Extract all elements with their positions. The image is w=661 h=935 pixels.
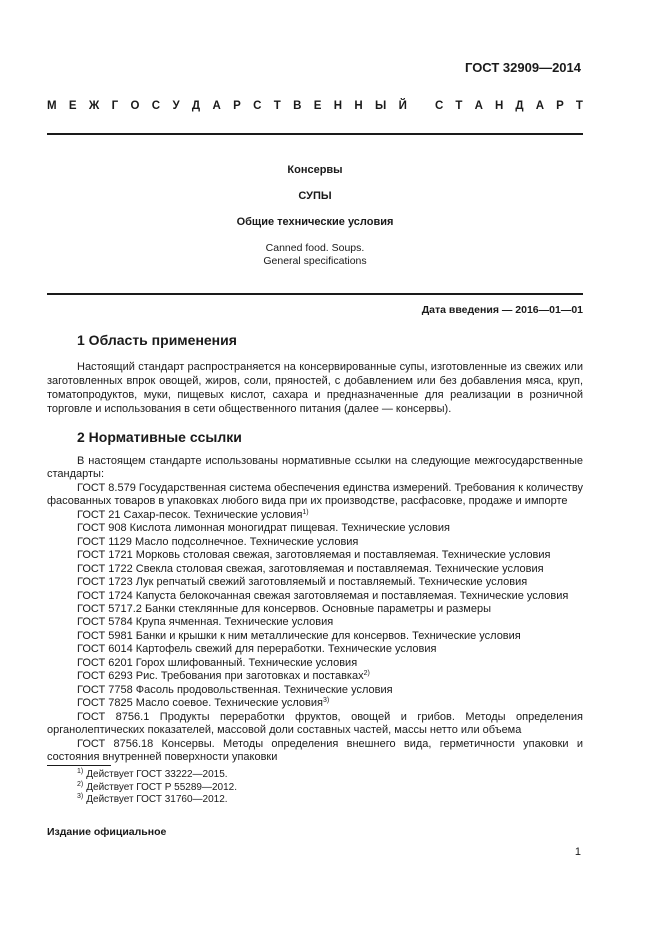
banner-letter: Е <box>68 100 77 112</box>
reference-text: ГОСТ 8.579 Государственная система обеспечения единства измерений. Требования к количеству фасованных товаров в упаковках любого вида при их производстве, расфасовке, продаже и импорте <box>47 481 583 508</box>
banner-letter: С <box>151 100 161 112</box>
reference-item <box>47 603 583 616</box>
banner-letter: Т <box>455 100 463 112</box>
banner-letter: С <box>253 100 262 112</box>
title-subtitle: Общие технические условия <box>236 216 394 228</box>
section-1-body <box>47 360 583 416</box>
reference-text: ГОСТ 1721 Морковь столовая свежая, заготовляемая и поставляемая. Технические условия <box>77 549 551 562</box>
reference-text: ГОСТ 5981 Банки и крышки к ним металлические для консервов. Технические условия <box>77 629 521 642</box>
reference-item <box>47 684 583 697</box>
banner-letter: У <box>172 100 180 112</box>
reference-text: ГОСТ 1722 Свекла столовая свежая, заготовляемая и поставляемая. Технические условия <box>77 562 544 575</box>
banner-letter: Е <box>313 100 322 112</box>
banner-letter: А <box>212 100 221 112</box>
banner-letter: Д <box>515 100 524 112</box>
banner-letter: Ж <box>88 100 100 112</box>
footnote-text: Действует ГОСТ Р 55289—2012. <box>86 781 237 793</box>
reference-item <box>47 697 583 710</box>
section-1-paragraph: Настоящий стандарт распространяется на консервированные супы, изготовленные из свежих или заготовленных впрок овощей, жиров, соли, пряностей, с добавлением или без добавления мяса, круп, томатопродуктов, муки, пищевых кислот, сахара и предназначенные для реализации в розничной торговле и использования в сети общественного питания (далее — консервы). <box>47 361 583 415</box>
reference-item <box>47 616 583 629</box>
banner-letter: А <box>474 100 483 112</box>
reference-item <box>47 657 583 670</box>
banner-letter: Г <box>111 100 119 112</box>
reference-text: ГОСТ 8756.18 Консервы. Методы определения внешнего вида, герметичности упаковки и состояния внутренней поверхности упаковки <box>47 737 583 763</box>
reference-text: ГОСТ 21 Сахар-песок. Технические условия <box>77 508 303 521</box>
reference-text: ГОСТ 6201 Горох шлифованный. Технические условия <box>77 656 358 669</box>
footnote-marker: 3) <box>322 697 330 705</box>
title-english <box>47 242 583 268</box>
reference-item <box>47 711 583 738</box>
edition-label: Издание официальное <box>47 826 167 838</box>
reference-text: ГОСТ 5784 Крупа ячменная. Технические условия <box>77 616 334 629</box>
banner-letter: Н <box>354 100 363 112</box>
footnote-marker: 2) <box>363 670 370 678</box>
title-main: СУПЫ <box>298 190 332 202</box>
reference-item <box>47 522 583 535</box>
reference-item <box>47 482 583 509</box>
top-rule <box>47 133 583 135</box>
section-1-heading: 1 Область применения <box>77 332 237 348</box>
standard-banner <box>47 100 583 112</box>
footnote-mark: 1) <box>77 768 84 775</box>
reference-item <box>47 576 583 589</box>
footnote-marker: 1) <box>302 508 309 516</box>
banner-letter: Р <box>233 100 241 112</box>
reference-text: ГОСТ 8756.1 Продукты переработки фруктов, овощей и грибов. Методы определения органолептических показателей, массовой доли составных частей, массы нетто или объема <box>47 710 583 737</box>
reference-text: ГОСТ 6293 Рис. Требования при заготовках и поставках <box>77 670 364 683</box>
title-english-line2: General specifications <box>263 255 367 267</box>
page-number: 1 <box>574 846 581 858</box>
footnote-item <box>77 782 237 795</box>
reference-item <box>47 563 583 576</box>
reference-text: ГОСТ 1129 Масло подсолнечное. Технические условия <box>77 535 359 548</box>
banner-letter: В <box>293 100 302 112</box>
section-2-heading: 2 Нормативные ссылки <box>77 429 242 445</box>
reference-item <box>47 670 583 683</box>
banner-letter: А <box>535 100 545 112</box>
reference-item <box>47 509 583 522</box>
banner-word-standard <box>435 100 583 112</box>
banner-letter: Т <box>273 100 281 112</box>
reference-text: ГОСТ 7825 Масло соевое. Технические условия <box>77 697 323 710</box>
banner-letter: Д <box>191 100 201 112</box>
banner-letter: Т <box>575 100 583 112</box>
reference-text: ГОСТ 5717.2 Банки стеклянные для консервов. Основные параметры и размеры <box>77 602 492 615</box>
reference-item <box>47 536 583 549</box>
banner-word-interstate <box>47 100 407 112</box>
reference-item <box>47 643 583 656</box>
title-english-line1: Canned food. Soups. <box>265 242 365 254</box>
footnote-text: Действует ГОСТ 33222—2015. <box>86 769 228 780</box>
reference-item <box>47 630 583 643</box>
banner-letter: С <box>435 100 444 112</box>
footnotes <box>77 769 237 807</box>
reference-item <box>47 549 583 562</box>
reference-text: ГОСТ 7758 Фасоль продовольственная. Технические условия <box>77 683 393 696</box>
references-list <box>47 455 583 764</box>
banner-letter: Й <box>398 100 407 112</box>
banner-letter: Н <box>494 100 504 112</box>
reference-text: ГОСТ 1723 Лук репчатый свежий заготовляемый и поставляемый. Технические условия <box>77 576 528 589</box>
banner-letter: О <box>130 100 140 112</box>
footnote-item <box>77 769 237 782</box>
document-number: ГОСТ 32909—2014 <box>465 60 581 75</box>
references-intro: В настоящем стандарте использованы нормативные ссылки на следующие межгосударственные стандарты: <box>47 455 583 481</box>
reference-text: ГОСТ 1724 Капуста белокочанная свежая заготовляемая и поставляемая. Технические условия <box>77 589 569 602</box>
footnote-rule <box>47 765 111 766</box>
reference-item <box>47 590 583 603</box>
banner-letter: Ы <box>375 100 387 112</box>
footnote-item <box>77 794 237 807</box>
introduction-date: Дата введения — 2016—01—01 <box>421 304 583 316</box>
reference-text: ГОСТ 908 Кислота лимонная моногидрат пищевая. Технические условия <box>77 522 450 535</box>
footnote-mark: 3) <box>77 793 84 800</box>
reference-text: ГОСТ 6014 Картофель свежий для переработки. Технические условия <box>77 643 437 656</box>
banner-letter: Р <box>556 100 564 112</box>
footnote-text: Действует ГОСТ 31760—2012. <box>86 794 228 805</box>
middle-rule <box>47 293 583 295</box>
reference-item <box>47 738 583 765</box>
title-category: Консервы <box>287 164 343 176</box>
banner-letter: Н <box>333 100 343 112</box>
footnote-mark: 2) <box>77 780 84 788</box>
banner-letter: М <box>47 100 57 112</box>
